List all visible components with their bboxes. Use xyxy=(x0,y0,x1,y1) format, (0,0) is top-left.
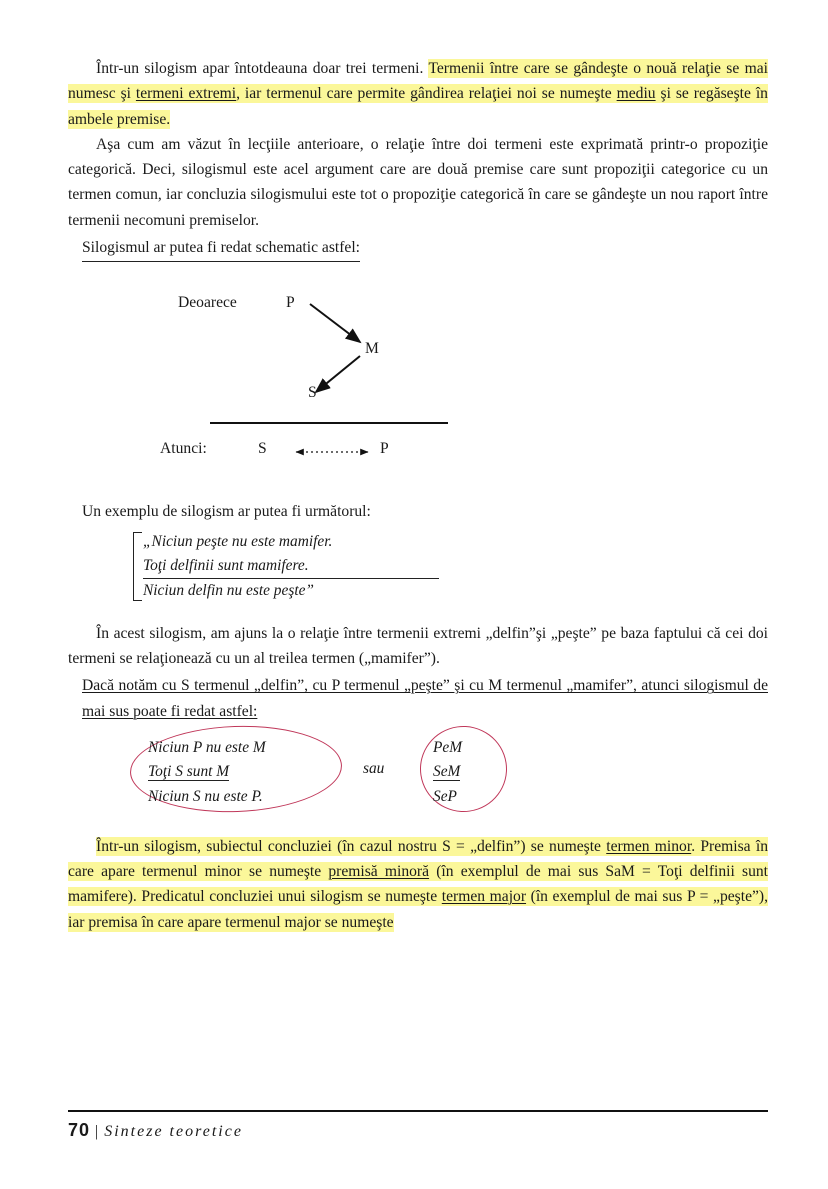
form-left-line-1: Niciun P nu este M xyxy=(148,738,266,756)
diagram-divider xyxy=(210,422,448,424)
form-right xyxy=(433,736,462,809)
p7-term-minor: termen minor xyxy=(606,837,692,855)
p1-term-extremi: termeni extremi xyxy=(135,85,237,103)
diagram-node-s: S xyxy=(308,384,317,401)
p1-highlight-b: , iar termenul care permite gândirea relaţiei noi se numeşte xyxy=(236,85,617,103)
conclusion-node-s: S xyxy=(258,440,267,457)
syllogism-example-block xyxy=(143,530,768,603)
p1-term-mediu: mediu xyxy=(616,85,656,103)
footer-divider xyxy=(68,1110,768,1112)
diagram-label-atunci: Atunci: xyxy=(160,440,207,457)
schematic-intro: Silogismul ar putea fi redat schematic astfel: xyxy=(82,235,360,262)
form-right-line-1: PeM xyxy=(433,738,463,756)
form-connector: sau xyxy=(363,759,385,777)
syllogism-schematic-diagram xyxy=(68,272,768,477)
footer-line xyxy=(68,1120,768,1141)
page-number: 70 xyxy=(68,1120,91,1140)
paragraph-6 xyxy=(82,673,768,724)
footer-separator: | xyxy=(95,1123,100,1140)
example-bracket xyxy=(133,532,142,601)
diagram-node-m: M xyxy=(365,340,379,357)
p7-premisa-minora: premisă minoră xyxy=(328,863,430,881)
p1-lead: Într-un silogism apar întotdeauna doar trei termeni. xyxy=(96,60,429,77)
footer-title: Sinteze teoretice xyxy=(104,1123,243,1140)
paragraph-2: Aşa cum am văzut în lecţiile anterioare, o relaţie între doi termeni este exprimată printr-o propoziţie categorică. Deci, silogismul este acel argument care are două premise care sunt propoziţii categorice cu un termen comun, iar concluzia silogismului este tot o propoziţie categorică în care se gândeşte un nou raport între termenii necomuni premiselor. xyxy=(68,135,768,229)
example-line-1: „Niciun peşte nu este mamifer. xyxy=(143,533,333,551)
example-line-2: Toţi delfinii sunt mamifere. xyxy=(143,554,439,579)
p7-c: . Premisa în care apare termenul minor se numeşte xyxy=(68,837,768,881)
p1-highlight-c: şi se regăseşte în ambele premise. xyxy=(68,85,768,128)
paragraph-3 xyxy=(82,235,768,262)
bleed-through-text: ‍ ‍ ‍ ‍ ‍ ‍ ‍ ‍ ‍ ‍ ‍ ‍ ‍ ‍ ‍ ‍ ‍ ‍ ‍ ‍ ‍ ‍ xyxy=(70,448,160,463)
notation-intro: Dacă notăm cu S termenul „delfin”, cu P termenul „peşte” şi cu M termenul „mamifer”, atunci silogismul de mai sus poate fi redat astfel: xyxy=(82,677,768,720)
annotation-ellipse-right xyxy=(418,724,509,814)
p7-g: (în exemplul de mai sus P = „peşte”), iar premisa în care apare termenul major se numeşte xyxy=(68,888,768,931)
syllogism-forms xyxy=(68,730,768,820)
p1-highlight-a: Termenii între care se gândeşte o nouă relaţie se mai numesc şi xyxy=(68,60,768,103)
form-right-line-3: SeP xyxy=(433,787,457,805)
form-left-line-3: Niciun S nu este P. xyxy=(148,787,263,805)
paragraph-7 xyxy=(68,834,768,935)
paragraph-1 xyxy=(68,56,768,132)
paragraph-4: Un exemplu de silogism ar putea fi următorul: xyxy=(82,503,371,520)
diagram-label-deoarece: Deoarece xyxy=(178,294,237,311)
form-left xyxy=(148,736,266,809)
page-content xyxy=(68,56,768,935)
example-line-3: Niciun delfin nu este peşte” xyxy=(143,582,314,599)
diagram-node-p: P xyxy=(286,294,295,311)
conclusion-node-p: P xyxy=(380,440,389,457)
p7-a: Într-un silogism, subiectul concluziei (în cazul nostru S = „delfin”) se numeşte xyxy=(96,837,607,855)
form-left-line-2: Toţi S sunt M xyxy=(148,763,230,781)
page-footer xyxy=(68,1110,768,1141)
paragraph-5: În acest silogism, am ajuns la o relaţie între termenii extremi „delfin”şi „peşte” pe baza faptului că cei doi termeni se relaţionează cu un al treilea termen („mamifer”). xyxy=(68,624,768,668)
p7-term-major: termen major xyxy=(441,888,527,906)
p7-e: (în exemplul de mai sus SaM = Toţi delfinii sunt mamifere). Predicatul concluziei unui silogism se numeşte xyxy=(68,863,768,906)
form-right-line-2: SeM xyxy=(433,763,461,781)
